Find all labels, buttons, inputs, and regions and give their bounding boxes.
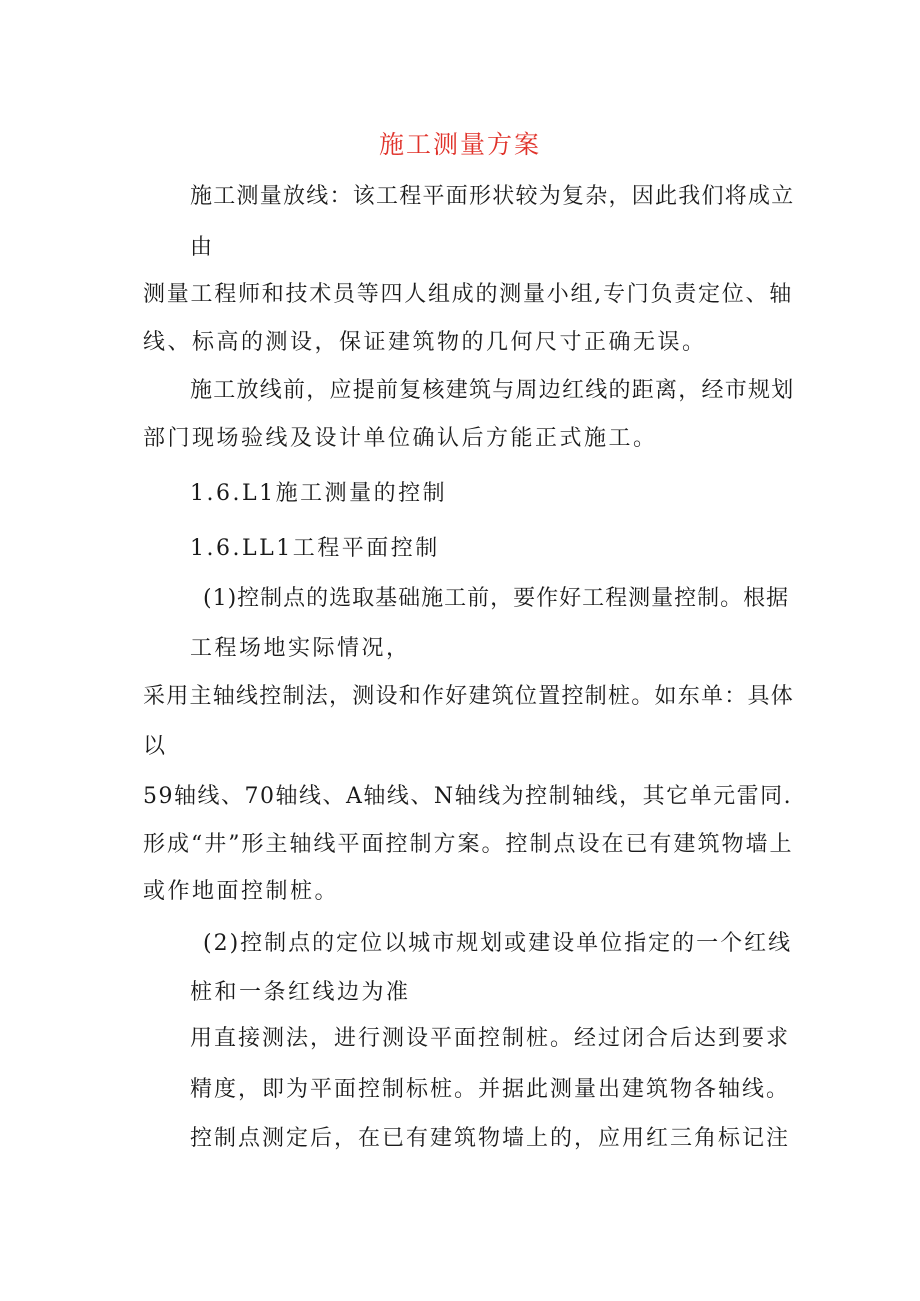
paragraph-line: 以 — [143, 734, 168, 759]
paragraph-line: 桩和一条红线边为准 — [190, 980, 411, 1005]
paragraph-line: 控制点测定后，在已有建筑物墙上的，应用红三角标记注 — [190, 1126, 791, 1151]
paragraph-line: 线、标高的测设，保证建筑物的几何尺寸正确无误。 — [143, 330, 707, 355]
paragraph-line: 测量工程师和技术员等四人组成的测量小组,专门负责定位、轴 — [143, 282, 793, 307]
section-heading: 1.6.L1施工测量的控制 — [190, 481, 448, 506]
paragraph-line: 部门现场验线及设计单位确认后方能正式施工。 — [143, 426, 658, 451]
document-title: 施工测量方案 — [378, 130, 541, 159]
paragraph-line: 精度，即为平面控制标桩。并据此测量出建筑物各轴线。 — [190, 1077, 791, 1102]
paragraph-line: 施工测量放线：该工程平面形状较为复杂，因此我们将成立 — [190, 184, 795, 209]
section-heading: 1.6.LL1工程平面控制 — [190, 536, 440, 561]
paragraph-line: 采用主轴线控制法，测设和作好建筑位置控制桩。如东单：具体 — [143, 684, 795, 709]
paragraph-line: 形成“井”形主轴线平面控制方案。控制点设在已有建筑物墙上 — [143, 832, 794, 857]
paragraph-line: 工程场地实际情况， — [190, 636, 411, 661]
paragraph-line: 由 — [190, 235, 215, 260]
paragraph-line: 用直接测法，进行测设平面控制桩。经过闭合后达到要求 — [190, 1026, 791, 1051]
paragraph-line: (1)控制点的选取基础施工前，要作好工程测量控制。根据 — [203, 586, 790, 611]
paragraph-line: 或作地面控制桩。 — [143, 879, 340, 904]
paragraph-line: (2)控制点的定位以城市规划或建设单位指定的一个红线 — [203, 931, 793, 956]
paragraph-line: 施工放线前，应提前复核建筑与周边红线的距离，经市规划 — [190, 378, 795, 403]
paragraph-line: 59轴线、70轴线、A轴线、N轴线为控制轴线，其它单元雷同. — [143, 784, 793, 809]
